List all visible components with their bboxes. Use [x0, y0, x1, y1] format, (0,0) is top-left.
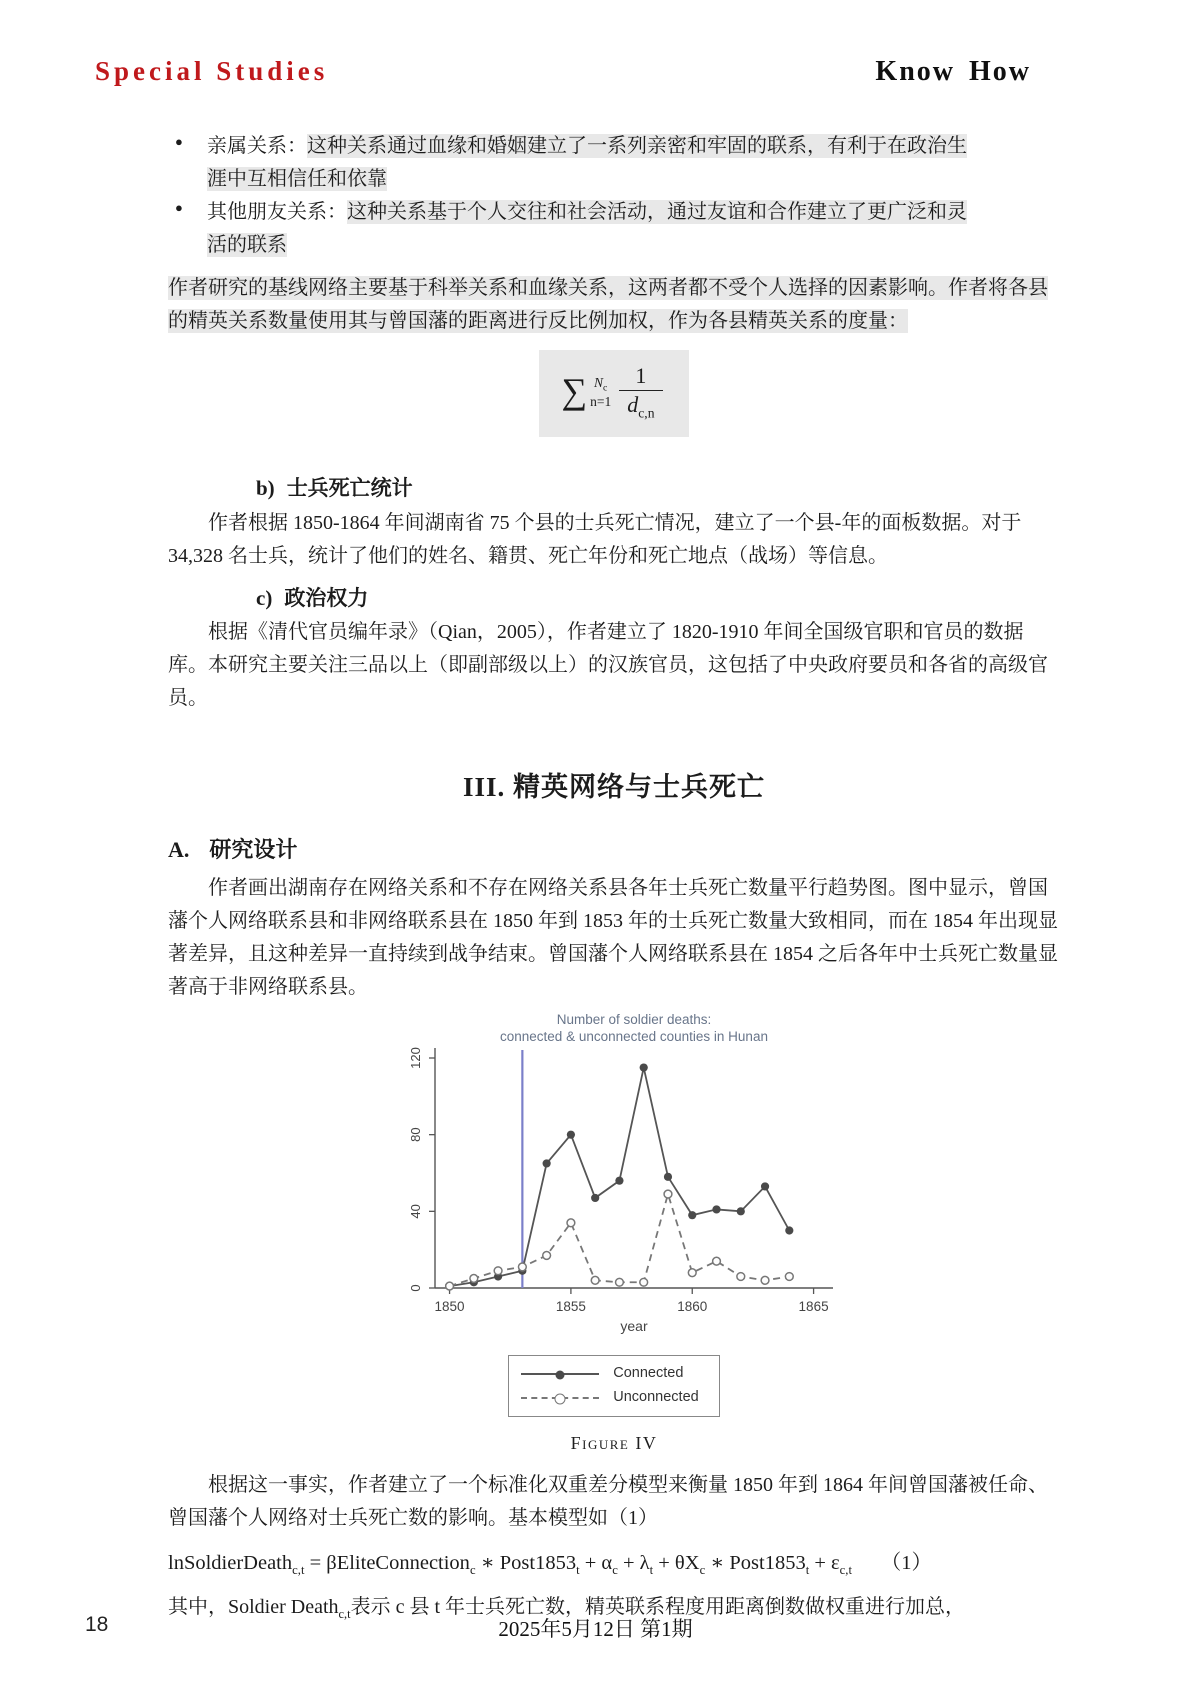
- formula-block: [168, 350, 1060, 437]
- equation-number: （1）: [880, 1551, 932, 1574]
- open-dot-icon: [555, 1394, 566, 1405]
- inverse-distance-formula: [539, 350, 688, 437]
- figure-iv: [168, 1008, 1060, 1459]
- svg-text:year: year: [620, 1318, 648, 1335]
- fraction-denominator: $d_{c,n}$: [619, 390, 662, 421]
- bullet-icon: ●: [175, 200, 183, 215]
- svg-text:1850: 1850: [434, 1299, 465, 1315]
- highlighted-text: 这种关系基于个人交往和社会活动，通过友谊和合作建立了更广泛和灵活的联系: [207, 201, 967, 256]
- bullet-list: [168, 130, 1060, 262]
- filled-dot-icon: [556, 1371, 565, 1380]
- list-item: [175, 196, 968, 262]
- legend-dashed-line-icon: [521, 1397, 599, 1399]
- fraction: [619, 362, 662, 421]
- svg-text:0: 0: [408, 1284, 423, 1292]
- fraction-numerator: 1: [635, 363, 647, 388]
- paragraph-variable-definition: 其中，Soldier Death$_{c,t}$表示 c 县 t 年士兵死亡数，精英联系程度用距离倒数做权重进行加总，: [168, 1595, 966, 1621]
- sigma-symbol: ∑: [561, 371, 588, 412]
- header-brand: Special Studies: [95, 56, 329, 86]
- bullet-label: 其他朋友关系：: [207, 201, 347, 223]
- sum-upper-limit: $N_c$: [594, 375, 608, 394]
- paragraph-baseline-network: [168, 272, 1060, 338]
- page-header: [0, 0, 1191, 88]
- svg-text:40: 40: [408, 1204, 423, 1219]
- svg-text:Number of soldier deaths:: Number of soldier deaths:: [556, 1012, 712, 1028]
- content-column: [168, 130, 1060, 1624]
- section-heading-b: b) 士兵死亡统计: [256, 475, 413, 500]
- svg-text:connected & unconnected counti: connected & unconnected counties in Hunan: [500, 1029, 768, 1045]
- equation-1: [168, 1547, 1060, 1581]
- highlighted-text: 这种关系通过血缘和婚姻建立了一系列亲密和牢固的联系，有利于在政治生涯中互相信任和依靠: [207, 135, 967, 190]
- page-number: 18: [85, 1613, 109, 1636]
- paragraph-political-power: 根据《清代官员编年录》（Qian，2005），作者建立了 1820-1910 年间全国级官职和官员的数据库。本研究主要关注三品以上（即副部级以上）的汉族官员，这包括了中央政府要员和各省的高级官员。: [168, 621, 1048, 710]
- paragraph-soldier-deaths: 作者根据 1850-1864 年间湖南省 75 个县的士兵死亡情况，建立了一个县-年的面板数据。对于 34,328 名士兵，统计了他们的姓名、籍贯、死亡年份和死亡地点（战场）等信息。: [168, 511, 1022, 567]
- svg-text:1860: 1860: [677, 1299, 708, 1315]
- equation-body: lnSoldierDeath$_{c,t}$ = βEliteConnection$_c$ ∗ $Post1853_t + \alpha_c + \lambda_t + \theta X_c$ ∗ $Post1853_t + \varepsilon_{c,t}$: [168, 1551, 853, 1577]
- header-right-title: Know How: [875, 56, 1031, 87]
- bullet-label: 亲属关系：: [207, 135, 307, 157]
- section-iii-title: III. 精英网络与士兵死亡: [462, 772, 766, 803]
- section-heading-c: c) 政治权力: [256, 585, 369, 610]
- figure-caption: Figure IV: [570, 1433, 658, 1454]
- list-item: [175, 130, 968, 196]
- chart-legend: [508, 1355, 719, 1417]
- svg-text:80: 80: [408, 1127, 423, 1142]
- legend-solid-line-icon: [521, 1373, 599, 1375]
- soldier-deaths-chart: [168, 1008, 1060, 1351]
- bullet-icon: ●: [175, 134, 183, 149]
- svg-text:1855: 1855: [555, 1299, 586, 1315]
- svg-text:120: 120: [408, 1047, 423, 1069]
- legend-entry-unconnected: Unconnected: [521, 1386, 698, 1410]
- paragraph-research-design: 作者画出湖南存在网络关系和不存在网络关系县各年士兵死亡数量平行趋势图。图中显示，曾国藩个人网络联系县和非网络联系县在 1850 年到 1853 年的士兵死亡数量大致相同，而在 1854 年出现显著差异，且这种差异一直持续到战争结束。曾国藩个人网络联系县在 1854 之后各年中士兵死亡数量显著高于非网络联系县。: [168, 877, 1058, 999]
- svg-text:1865: 1865: [798, 1299, 829, 1315]
- sum-limits: [590, 375, 611, 409]
- highlighted-text: 作者研究的基线网络主要基于科举关系和血缘关系，这两者都不受个人选择的因素影响。作者将各县的精英关系数量使用其与曾国藩的距离进行反比例加权，作为各县精英关系的度量：: [168, 277, 1048, 332]
- paragraph-did-model: 根据这一事实，作者建立了一个标准化双重差分模型来衡量 1850 年到 1864 年间曾国藩被任命、曾国藩个人网络对士兵死亡数的影响。基本模型如（1）: [168, 1473, 1048, 1529]
- issue-date: 2025年5月12日 第1期: [498, 1617, 693, 1641]
- legend-entry-connected: Connected: [521, 1362, 698, 1386]
- sum-lower-limit: n=1: [590, 394, 612, 410]
- section-a-heading: A. 研究设计: [168, 836, 298, 862]
- page-footer: [0, 1613, 1191, 1643]
